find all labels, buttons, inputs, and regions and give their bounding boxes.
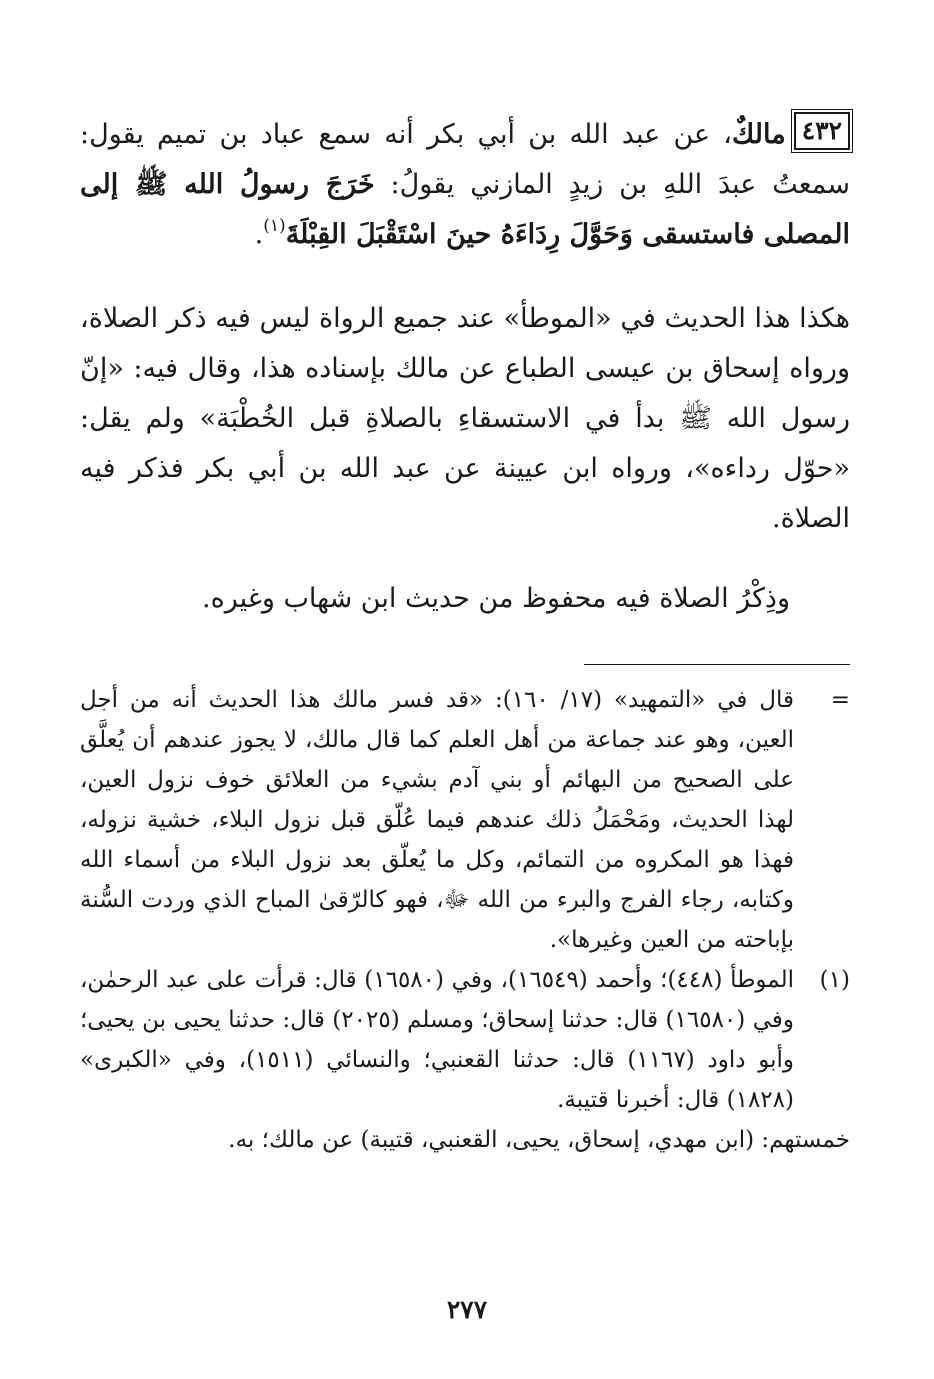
hadith-isnad: ، عن عبد الله بن أبي بكر أنه سمع عباد بن تميم يقول: سمعتُ عبدَ اللهِ بن زيدٍ المازني يقولُ:	[80, 119, 850, 200]
footnote-reference: (١)	[263, 216, 286, 236]
footnote-1-text: الموطأ (٤٤٨)؛ وأحمد (١٦٥٤٩)، وفي (١٦٥٨٠) قال: قرأت على عبد الرحمٰن، وفي (١٦٥٨٠) قال: حدثنا إسحاق؛ ومسلم (٢٠٢٥) قال: حدثنا يحيى بن يحيى؛ وأبو داود (١١٦٧) قال: حدثنا القعنبي؛ والنسائي (١٥١١)، وفي «الكبرى» (١٨٢٨) قال: أخبرنا قتيبة.	[80, 967, 795, 1113]
commentary-paragraph-1: هكذا هذا الحديث في «الموطأ» عند جميع الرواة ليس فيه ذكر الصلاة، ورواه إسحاق بن عيسى الطباع عن مالك بإسناده هذا، وقال فيه: «إنّ رسول الله ﷺ بدأ في الاستسقاءِ بالصلاةِ قبل الخُطْبَة» ولم يقل: «حوّل رداءه»، ورواه ابن عيينة عن عبد الله بن أبي بكر فذكر فيه الصلاة.	[80, 303, 850, 534]
main-text	[80, 110, 850, 624]
footnote-1-summary: خمستهم: (ابن مهدي، إسحاق، يحيى، القعنبي، قتيبة) عن مالك؛ به.	[228, 1127, 850, 1153]
footnote-continuation-marker: =	[830, 687, 850, 713]
footnote-continuation	[80, 680, 850, 960]
hadith-block	[80, 110, 850, 260]
footnote-divider	[584, 664, 850, 665]
hadith-end-mark: .	[254, 219, 264, 250]
footnote-continuation-text: قال في «التمهيد» (١٧/ ١٦٠): «قد فسر مالك هذا الحديث أنه من أجل العين، وهو عند جماعة من أهل العلم كما قال مالك، لا يجوز عندهم أن يُعلَّق على الصحيح من البهائم أو بني آدم بشيء من العلائق خوف نزول العين، لهذا الحديث، ومَحْمَلُ ذلك عندهم فيما عُلّق قبل نزول البلاء، خشية نزوله، فهذا هو المكروه من التمائم، وكل ما يُعلّق بعد نزول البلاء من أسماء الله وكتابه، رجاء الفرج والبرء من الله ﷻ، فهو كالرّقىٰ المباح الذي وردت السُّنة بإباحته من العين وغيرها».	[80, 687, 794, 953]
footnotes	[80, 680, 850, 1160]
hadith-number-box: ٤٣٢	[794, 112, 850, 150]
commentary-paragraph-2: وذِكْرُ الصلاة فيه محفوظ من حديث ابن شهاب وغيره.	[202, 583, 790, 614]
footnote-1-marker: (١)	[819, 967, 850, 993]
hadith-matn: خَرَجَ رسولُ الله ﷺ إلى المصلى فاستسقى وَحَوَّلَ رِدَاءَهُ حينَ اسْتَقْبَلَ القِبْلَةَ	[80, 169, 850, 250]
footnote-1	[80, 960, 850, 1120]
hadith-narrator: مالكٌ	[732, 119, 786, 150]
page-number: ٢٧٧	[446, 1295, 488, 1324]
